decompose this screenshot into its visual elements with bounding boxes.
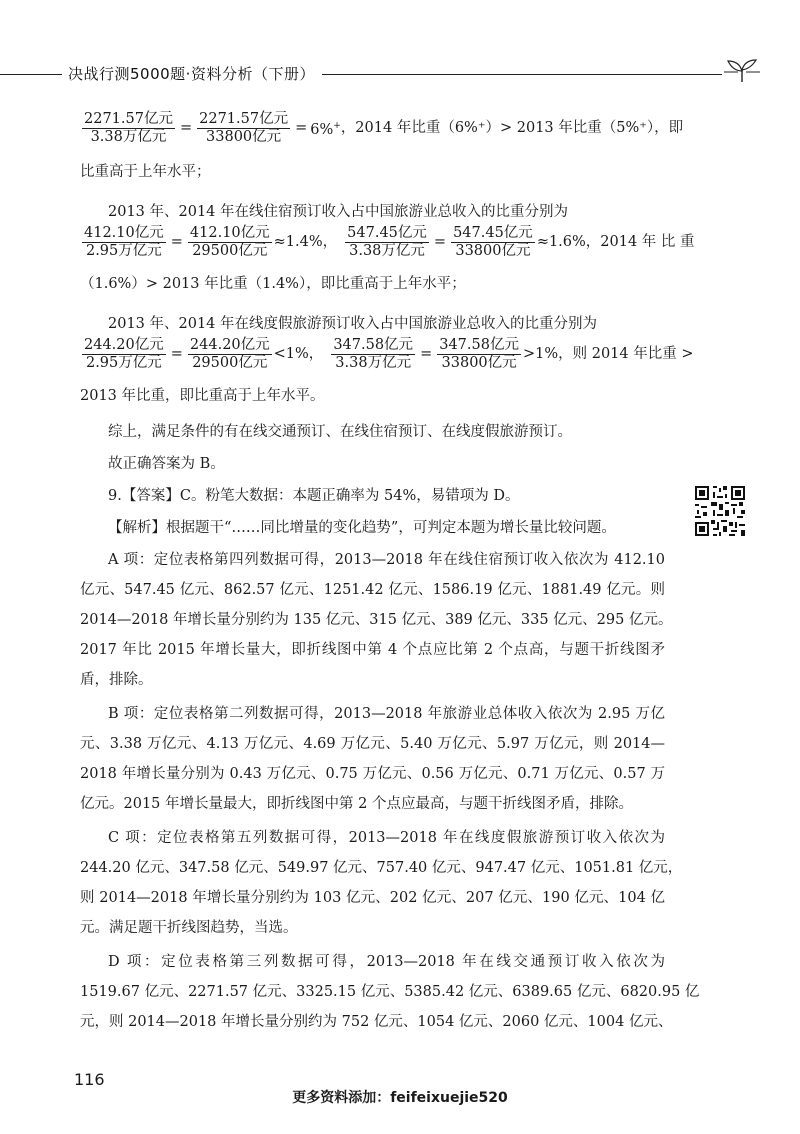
option-d-line: D 项：定位表格第三列数据可得，2013—2018 年在线交通预订收入依次为 — [108, 954, 665, 970]
option-a-line: 盾，排除。 — [80, 672, 153, 688]
fraction: $\frac{\text{347.58亿元}}{\text{3.38万亿元}}$ — [333, 336, 414, 371]
summary-line: 综上，满足条件的有在线交通预订、在线住宿预订、在线度假旅游预订。 — [108, 424, 572, 440]
option-d-line: 元，则 2014—2018 年增长量分别约为 752 亿元、1054 亿元、2060 亿元、1004 亿元、 — [80, 1014, 673, 1030]
page-number: 116 — [74, 1070, 105, 1089]
q9-answer — [108, 486, 520, 506]
paragraph-intro: 2013 年、2014 年在线住宿预订收入占中国旅游业总收入的比重分别为 — [108, 204, 569, 220]
fraction: $\frac{\text{244.20亿元}}{\text{29500亿元}}$ — [189, 336, 270, 371]
header-rule-right — [322, 74, 722, 75]
book-title: 决战行测5000题·资料分析（下册） — [68, 65, 315, 83]
option-b-line: B 项：定位表格第二列数据可得，2013—2018 年旅游业总体收入依次为 2.95 万亿 — [108, 706, 665, 722]
result-value: ≈1.6%，2014 年 比 重 — [536, 234, 695, 250]
option-d-line: 1519.67 亿元、2271.57 亿元、3325.15 亿元、5385.42 亿元、6389.65 亿元、6820.95 亿 — [80, 984, 700, 1000]
option-b-line: 2018 年增长量分别为 0.43 万亿元、0.75 万亿元、0.56 万亿元、0.71 万亿元、0.57 万 — [80, 766, 665, 782]
sprout-icon — [724, 58, 760, 84]
option-b-line: 元、3.38 万亿元、4.13 万亿元、4.69 万亿元、5.40 万亿元、5.97 万亿元，则 2014— — [80, 736, 665, 752]
option-c-line: 244.20 亿元、347.58 亿元、549.97 亿元、757.40 亿元、947.47 亿元、1051.81 亿元， — [80, 860, 683, 876]
paragraph-intro: 2013 年、2014 年在线度假旅游预订收入占中国旅游业总收入的比重分别为 — [108, 316, 598, 332]
answer-label: 9.【答案】 — [108, 488, 180, 504]
answer-line: 故正确答案为 B。 — [108, 456, 225, 472]
text-line: （1.6%）> 2013 年比重（1.4%），即比重高于上年水平； — [80, 276, 466, 292]
option-b-line: 亿元。2015 年增长量最大，即折线图中第 2 个点应最高，与题干折线图矛盾，排除。 — [80, 796, 633, 812]
fraction: $\frac{\text{347.58亿元}}{\text{33800亿元}}$ — [439, 336, 519, 371]
fraction: $\frac{\text{2271.57亿元}}{\text{33800亿元}}$ — [199, 110, 289, 145]
text-line: 比重高于上年水平； — [80, 164, 211, 180]
option-c-line: 则 2014—2018 年增长量分别约为 103 亿元、202 亿元、207 亿元、190 亿元、104 亿 — [80, 890, 665, 906]
fraction: $\frac{\text{547.45亿元}}{\text{33800亿元}}$ — [453, 224, 533, 259]
option-c-line: C 项：定位表格第五列数据可得，2013—2018 年在线度假旅游预订收入依次为 — [108, 830, 665, 846]
option-a-line: 2017 年比 2015 年增长量大，即折线图中第 4 个点应比第 2 个点高，与题干折线图矛 — [80, 642, 665, 658]
math-line-3: $\frac{\text{244.20亿元}}{\text{2.95万亿元}}$ = $\frac{\text{244.20亿元}}{\text{29500亿元}}$ <1%， $\frac{\text{347.58亿元}}{\text{3.38万亿元}}$ = $\frac{\text{347.58亿元}}{\text{33800亿元}}$ >1%，则 2014 年比重 > — [84, 336, 694, 371]
analysis-label: 【解析】 — [108, 520, 166, 536]
result-value: 6%+ — [310, 121, 341, 138]
running-header — [0, 60, 800, 90]
fraction: $\frac{\text{244.20亿元}}{\text{2.95万亿元}}$ — [84, 336, 164, 371]
option-a-line: 2014—2018 年增长量分别约为 135 亿元、315 亿元、389 亿元、335 亿元、295 亿元。 — [80, 612, 673, 628]
answer-text: C。粉笔大数据：本题正确率为 54%，易错项为 D。 — [179, 488, 520, 504]
fraction: $\frac{\text{547.45亿元}}{\text{3.38万亿元}}$ — [347, 224, 427, 259]
q9-analysis — [108, 518, 616, 538]
fraction: $\frac{\text{412.10亿元}}{\text{2.95万亿元}}$ — [84, 224, 164, 259]
option-c-line: 元。满足题干折线图趋势，当选。 — [80, 920, 298, 936]
analysis-text: 根据题干“……同比增量的变化趋势”，可判定本题为增长量比较问题。 — [166, 520, 616, 536]
header-rule-left — [0, 74, 62, 75]
comparison-text: ，2014 年比重（6%⁺）> 2013 年比重（5%⁺），即 — [340, 120, 684, 136]
fraction: $\frac{\text{2271.57亿元}}{\text{3.38万亿元}}$ — [84, 110, 173, 145]
math-line-1: $\frac{\text{2271.57亿元}}{\text{3.38万亿元}}$ = $\frac{\text{2271.57亿元}}{\text{33800亿元}}$ = 6%+ ，2014 年比重（6%⁺）> 2013 年比重（5%⁺），即 — [84, 110, 684, 145]
result-value: <1%， — [273, 346, 324, 362]
result-value: ≈1.4%， — [273, 234, 338, 250]
option-a-line: 亿元、547.45 亿元、862.57 亿元、1251.42 亿元、1586.19 亿元、1881.49 亿元。则 — [80, 582, 665, 598]
math-line-2: $\frac{\text{412.10亿元}}{\text{2.95万亿元}}$ = $\frac{\text{412.10亿元}}{\text{29500亿元}}$ ≈1.4%， $\frac{\text{547.45亿元}}{\text{3.38万亿元}}$ = $\frac{\text{547.45亿元}}{\text{33800亿元}}$ ≈1.6%，2014 年 比 重 — [84, 224, 695, 259]
qr-code-icon[interactable] — [693, 484, 747, 538]
fraction: $\frac{\text{412.10亿元}}{\text{29500亿元}}$ — [189, 224, 270, 259]
text-line: 2013 年比重，即比重高于上年水平。 — [80, 388, 325, 404]
footer-note: 更多资料添加：feifeixuejie520 — [292, 1090, 508, 1106]
result-value: >1%，则 2014 年比重 > — [522, 346, 694, 362]
option-a-line: A 项：定位表格第四列数据可得，2013—2018 年在线住宿预订收入依次为 412.10 — [108, 552, 665, 568]
